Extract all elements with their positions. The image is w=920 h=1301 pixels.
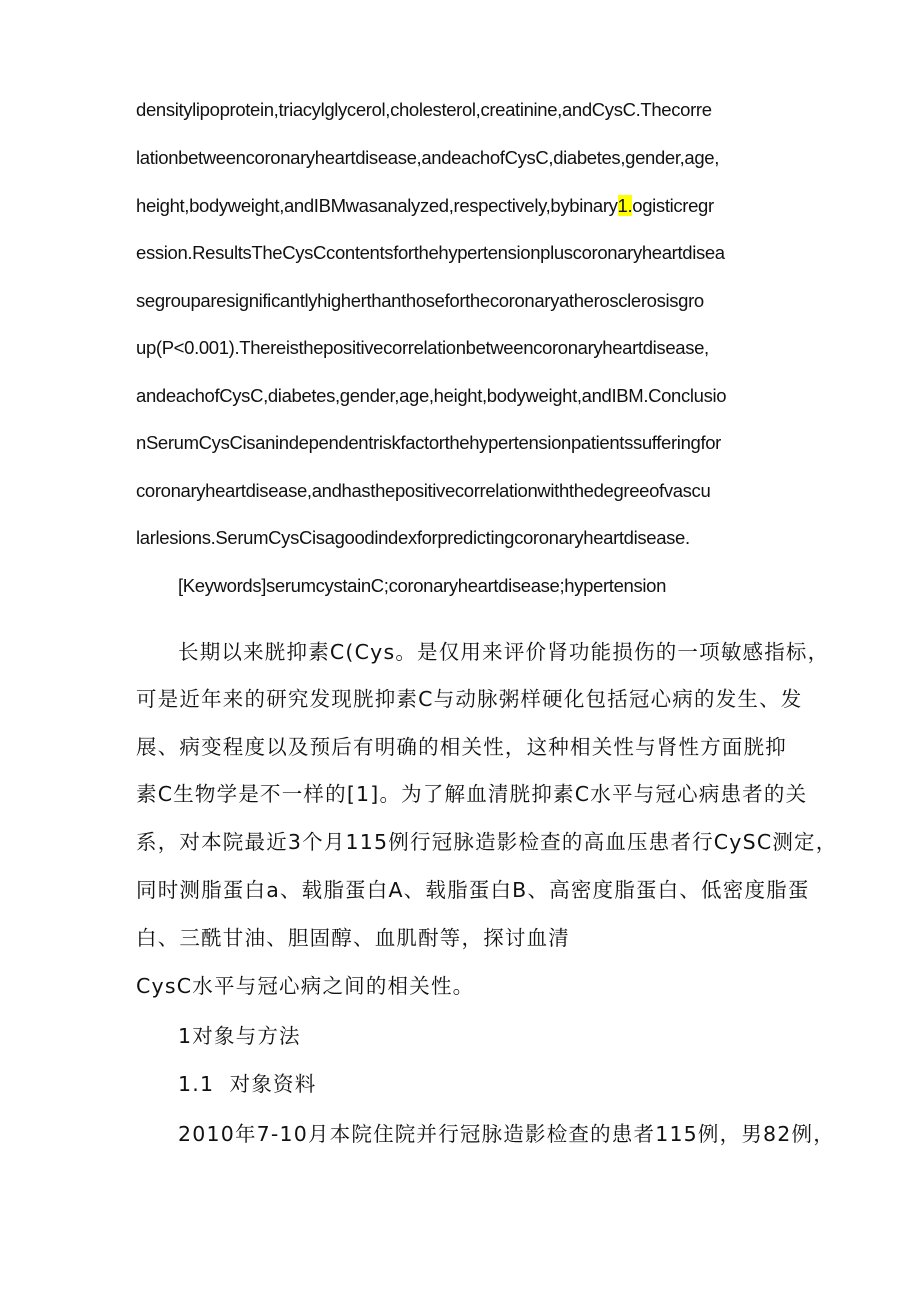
intro-line: CysC水平与冠心病之间的相关性。 (136, 974, 475, 998)
keywords-line: [Keywords]serumcystainC;coronaryheartdisease;hypertension (178, 575, 667, 596)
abstract-line (136, 194, 714, 218)
abstract-line: densitylipoprotein,triacylglycerol,cholesterol,creatinine,andCysC.Thecorre (136, 99, 712, 120)
abstract-line: segrouparesignificantlyhigherthanthoseforthecoronaryatherosclerosisgro (136, 290, 704, 311)
intro-line: 系，对本院最近3个月115例行冠脉造影检查的高血压患者行CySC测定， (136, 830, 838, 854)
abstract-line: andeachofCysC,diabetes,gender,age,height,bodyweight,andIBM.Conclusio (136, 385, 727, 406)
intro-line: 展、病变程度以及预后有明确的相关性，这种相关性与肾性方面胱抑 (136, 735, 787, 759)
abstract-line: lationbetweencoronaryheartdisease,andeachofCysC,diabetes,gender,age, (136, 147, 720, 168)
intro-line: 可是近年来的研究发现胱抑素C与动脉粥样硬化包括冠心病的发生、发 (136, 687, 803, 711)
abstract-line: larlesions.SerumCysCisagoodindexforpredictingcoronaryheartdisease. (136, 527, 690, 548)
abstract-line-start: height,bodyweight,andIBMwasanalyzed,respectively,bybinary (136, 195, 618, 216)
body-line: 2010年7-10月本院住院并行冠脉造影检查的患者115例，男82例， (178, 1122, 835, 1146)
abstract-line: up(P<0.001).Thereisthepositivecorrelationbetweencoronaryheartdisease, (136, 337, 709, 358)
highlighted-text: 1. (617, 195, 633, 216)
section-heading: 1对象与方法 (178, 1024, 301, 1048)
abstract-line-tail: ogisticregr (632, 195, 714, 216)
intro-line: 同时测脂蛋白a、载脂蛋白A、载脂蛋白B、高密度脂蛋白、低密度脂蛋 (136, 878, 810, 902)
intro-line: 白、三酰甘油、胆固醇、血肌酎等，探讨血清 (136, 926, 570, 950)
abstract-line: nSerumCysCisanindependentriskfactorthehypertensionpatientssufferingfor (136, 432, 721, 453)
intro-line: 长期以来胱抑素C(Cys。是仅用来评价肾功能损伤的一项敏感指标， (178, 640, 830, 664)
subsection-heading: 1.1 对象资料 (178, 1072, 317, 1096)
abstract-line: coronaryheartdisease,andhasthepositivecorrelationwiththedegreeofvascu (136, 480, 711, 501)
intro-line: 素C生物学是不一样的[1]。为了解血清胱抑素C水平与冠心病患者的关 (136, 782, 808, 806)
abstract-line: ession.ResultsTheCysCcontentsforthehypertensionpluscoronaryheartdisea (136, 242, 725, 263)
